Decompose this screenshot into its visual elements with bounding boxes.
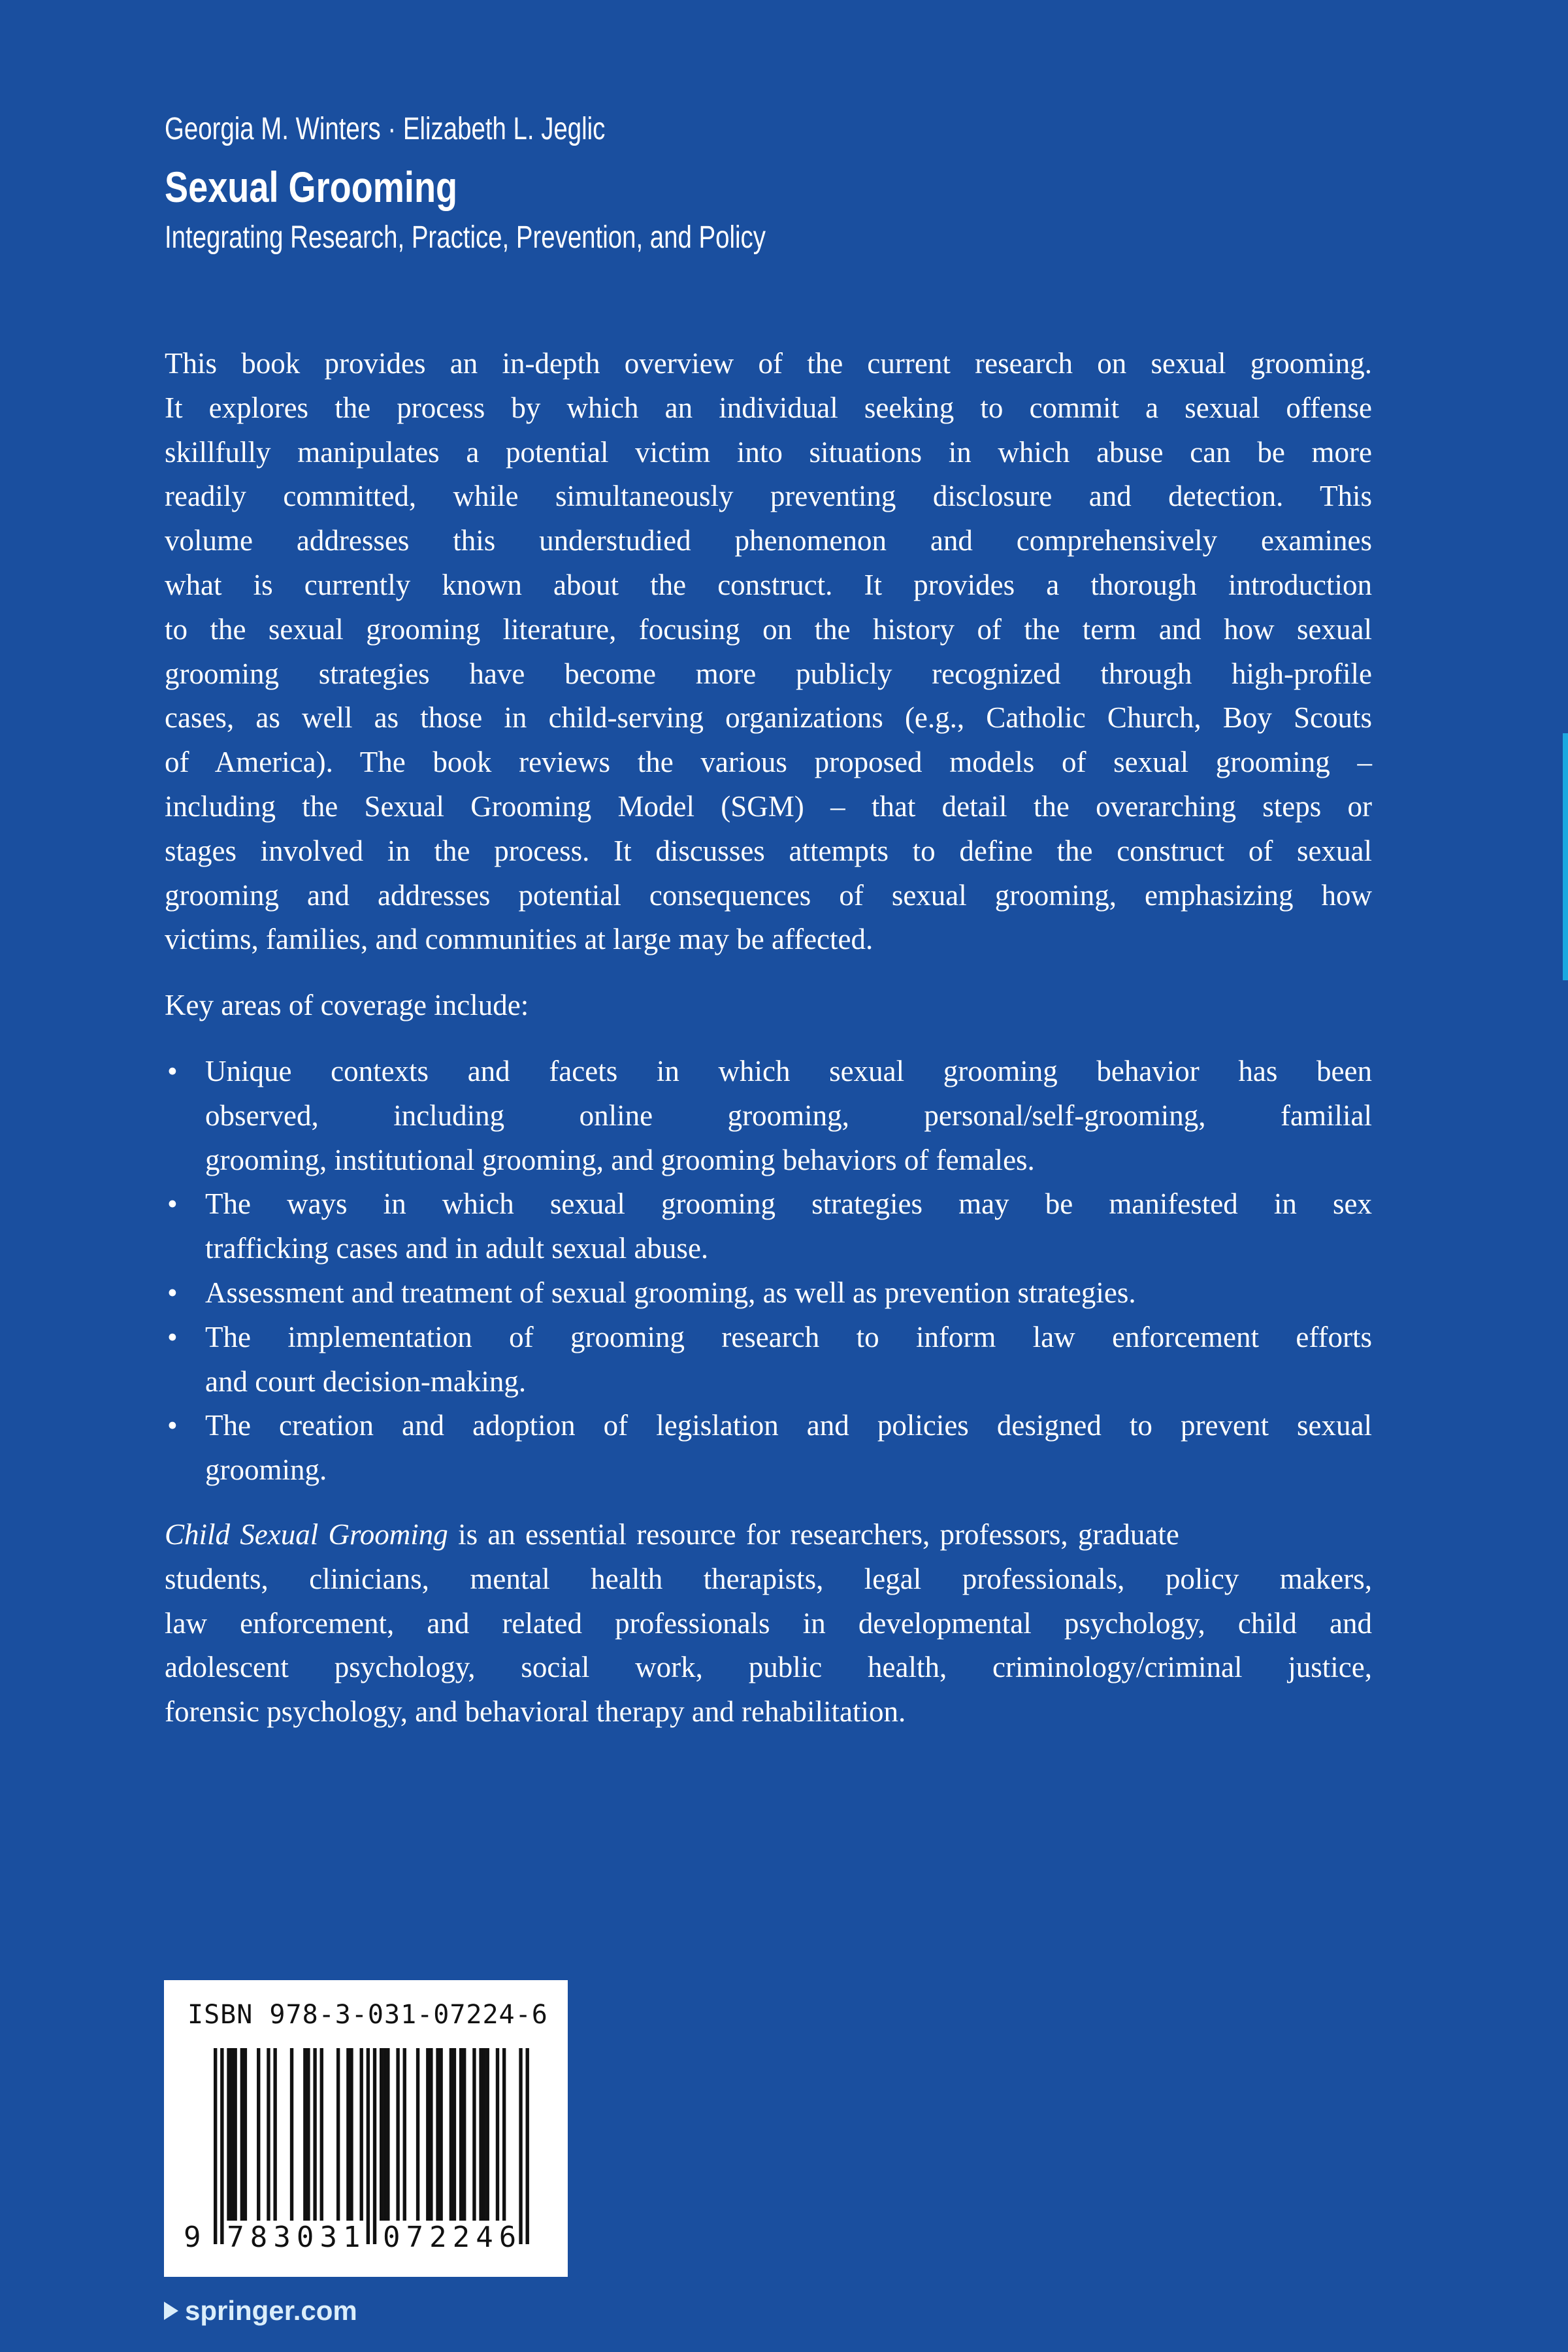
barcode-digit: 0: [296, 2221, 314, 2254]
barcode-digit: 0: [383, 2221, 400, 2254]
barcode-bar: [273, 2048, 276, 2221]
text-span: is an essential resource for researchers, professors, graduate: [448, 1518, 1179, 1551]
barcode-bar: [526, 2048, 529, 2244]
text-line: It explores the process by which an individual seeking to commit a sexual offense: [165, 391, 1372, 424]
text-line: Assessment and treatment of sexual grooming, as well as prevention strategies.: [205, 1276, 1136, 1309]
text-line: and court decision-making.: [205, 1365, 527, 1398]
text-line: adolescent psychology, social work, public health, criminology/criminal justice,: [165, 1651, 1372, 1684]
barcode-digit: 9: [184, 2221, 201, 2254]
bullet-icon: •: [167, 1276, 178, 1309]
text-line: law enforcement, and related professionals in developmental psychology, child and: [165, 1606, 1372, 1640]
text-line: observed, including online grooming, personal/self-grooming, familial: [205, 1099, 1372, 1132]
bullet-item: [165, 1404, 1372, 1493]
barcode-bar: [214, 2048, 217, 2244]
text-line: [165, 1513, 1372, 1557]
barcode-bar: [306, 2048, 310, 2221]
coverage-bullet-list: [165, 1050, 1372, 1493]
text-line: Unique contexts and facets in which sexual grooming behavior has been: [205, 1055, 1372, 1087]
barcode-bar: [227, 2048, 230, 2221]
publisher-link-text[interactable]: springer.com: [185, 2295, 357, 2326]
text-line: students, clinicians, mental health therapists, legal professionals, policy makers,: [165, 1562, 1372, 1595]
publisher-link[interactable]: [164, 2295, 357, 2327]
bullet-item: [165, 1316, 1372, 1404]
text-line: cases, as well as those in child-serving organizations (e.g., Catholic Church, Boy Scouts: [165, 701, 1372, 735]
bullet-item: [165, 1050, 1372, 1182]
barcode-bar: [486, 2048, 489, 2221]
barcode-bar: [360, 2048, 363, 2221]
text-line: to the sexual grooming literature, focusing on the history of the term and how sexual: [165, 612, 1372, 646]
bullet-icon: •: [167, 1409, 178, 1442]
barcode-digit: 7: [406, 2221, 424, 2254]
barcode-bar: [416, 2048, 419, 2221]
text-line: The implementation of grooming research to inform law enforcement efforts: [205, 1320, 1372, 1353]
bullet-icon: •: [167, 1187, 178, 1221]
accent-strip: [1563, 733, 1568, 980]
text-line: grooming and addresses potential consequences of sexual grooming, emphasizing how: [165, 878, 1372, 912]
barcode-bar: [346, 2048, 350, 2221]
barcode-bar: [459, 2048, 463, 2221]
barcode-digit: 3: [273, 2221, 291, 2254]
barcode-bar: [290, 2048, 293, 2221]
barcode-bar: [479, 2048, 482, 2221]
barcode-bar: [436, 2048, 439, 2221]
text-line: readily committed, while simultaneously preventing disclosure and detection. This: [165, 480, 1372, 513]
barcode-digit: 2: [429, 2221, 447, 2254]
barcode-bar: [383, 2048, 386, 2221]
bullet-item: [165, 1182, 1372, 1271]
barcode-bar: [350, 2048, 353, 2221]
text-line: grooming, institutional grooming, and grooming behaviors of females.: [205, 1143, 1035, 1176]
text-line: The creation and adoption of legislation and policies designed to prevent sexual: [205, 1409, 1372, 1442]
book-subtitle: Integrating Research, Practice, Prevention, and Policy: [165, 220, 766, 255]
barcode-bar: [453, 2048, 456, 2221]
barcode-digit: 1: [343, 2221, 361, 2254]
barcode-digit: 3: [319, 2221, 337, 2254]
barcode-bar: [367, 2048, 370, 2244]
barcode-bar: [429, 2048, 433, 2221]
barcode-bar: [519, 2048, 522, 2244]
barcode-digit: 4: [476, 2221, 493, 2254]
barcode-digit: 2: [452, 2221, 470, 2254]
text-line: grooming.: [205, 1453, 327, 1487]
bullet-icon: •: [167, 1055, 178, 1087]
barcode-bar: [449, 2048, 453, 2221]
description-paragraph: [165, 342, 1372, 962]
text-line: stages involved in the process. It discusses attempts to define the construct of sexual: [165, 834, 1372, 867]
barcode-bar: [373, 2048, 376, 2244]
barcode-bar: [257, 2048, 260, 2221]
bullet-icon: •: [167, 1320, 178, 1353]
text-line: victims, families, and communities at large may be affected.: [165, 923, 874, 956]
bullet-item: [165, 1271, 1372, 1316]
text-line: volume addresses this understudied phenomenon and comprehensively examines: [165, 524, 1372, 557]
barcode-bar: [502, 2048, 506, 2221]
barcode-bar: [386, 2048, 389, 2221]
barcode-bar: [482, 2048, 485, 2221]
barcode-digit: 7: [227, 2221, 244, 2254]
text-line: skillfully manipulates a potential victim into situations in which abuse can be more: [165, 435, 1372, 469]
barcode-bar: [240, 2048, 244, 2221]
authors: Georgia M. Winters · Elizabeth L. Jeglic: [165, 112, 606, 146]
text-line: including the Sexual Grooming Model (SGM) – that detail the overarching steps or: [165, 789, 1372, 823]
barcode-bar: [303, 2048, 306, 2221]
barcode-bar: [426, 2048, 429, 2221]
barcode-bar: [230, 2048, 233, 2221]
book-title-italic: Child Sexual Grooming: [165, 1518, 448, 1551]
text-line: The ways in which sexual grooming strategies may be manifested in sex: [205, 1187, 1372, 1221]
barcode-bar: [380, 2048, 383, 2221]
key-areas-text: Key areas of coverage include:: [165, 989, 529, 1021]
barcode-bar: [320, 2048, 323, 2221]
barcode-bar: [336, 2048, 340, 2221]
triangle-arrow-icon: [164, 2302, 178, 2320]
barcode-bar: [267, 2048, 270, 2221]
barcode-bar: [220, 2048, 223, 2244]
barcode-bar: [313, 2048, 316, 2221]
audience-paragraph: [165, 1513, 1372, 1734]
book-title: Sexual Grooming: [165, 163, 458, 211]
barcode-digit: 6: [498, 2221, 517, 2254]
text-line: what is currently known about the construct. It provides a thorough introduction: [165, 568, 1372, 601]
text-line: trafficking cases and in adult sexual abuse.: [205, 1232, 709, 1265]
isbn-barcode: [164, 1980, 568, 2277]
isbn-label: ISBN 978-3-031-07224-6: [188, 2000, 548, 2030]
barcode-bar: [472, 2048, 476, 2221]
text-line: of America). The book reviews the various proposed models of sexual grooming –: [165, 746, 1372, 779]
barcode-bar: [496, 2048, 499, 2221]
key-areas-heading: [165, 984, 1372, 1028]
barcode-bar: [463, 2048, 466, 2221]
text-line: This book provides an in-depth overview of the current research on sexual grooming.: [165, 347, 1372, 380]
barcode-bar: [396, 2048, 399, 2221]
text-line: grooming strategies have become more publicly recognized through high-profile: [165, 657, 1372, 690]
barcode-bar: [403, 2048, 406, 2221]
text-line: forensic psychology, and behavioral therapy and rehabilitation.: [165, 1695, 906, 1729]
barcode-digit: 8: [250, 2221, 268, 2254]
barcode-bar: [233, 2048, 237, 2221]
barcode-bar: [439, 2048, 442, 2221]
barcode-bar: [244, 2048, 247, 2221]
